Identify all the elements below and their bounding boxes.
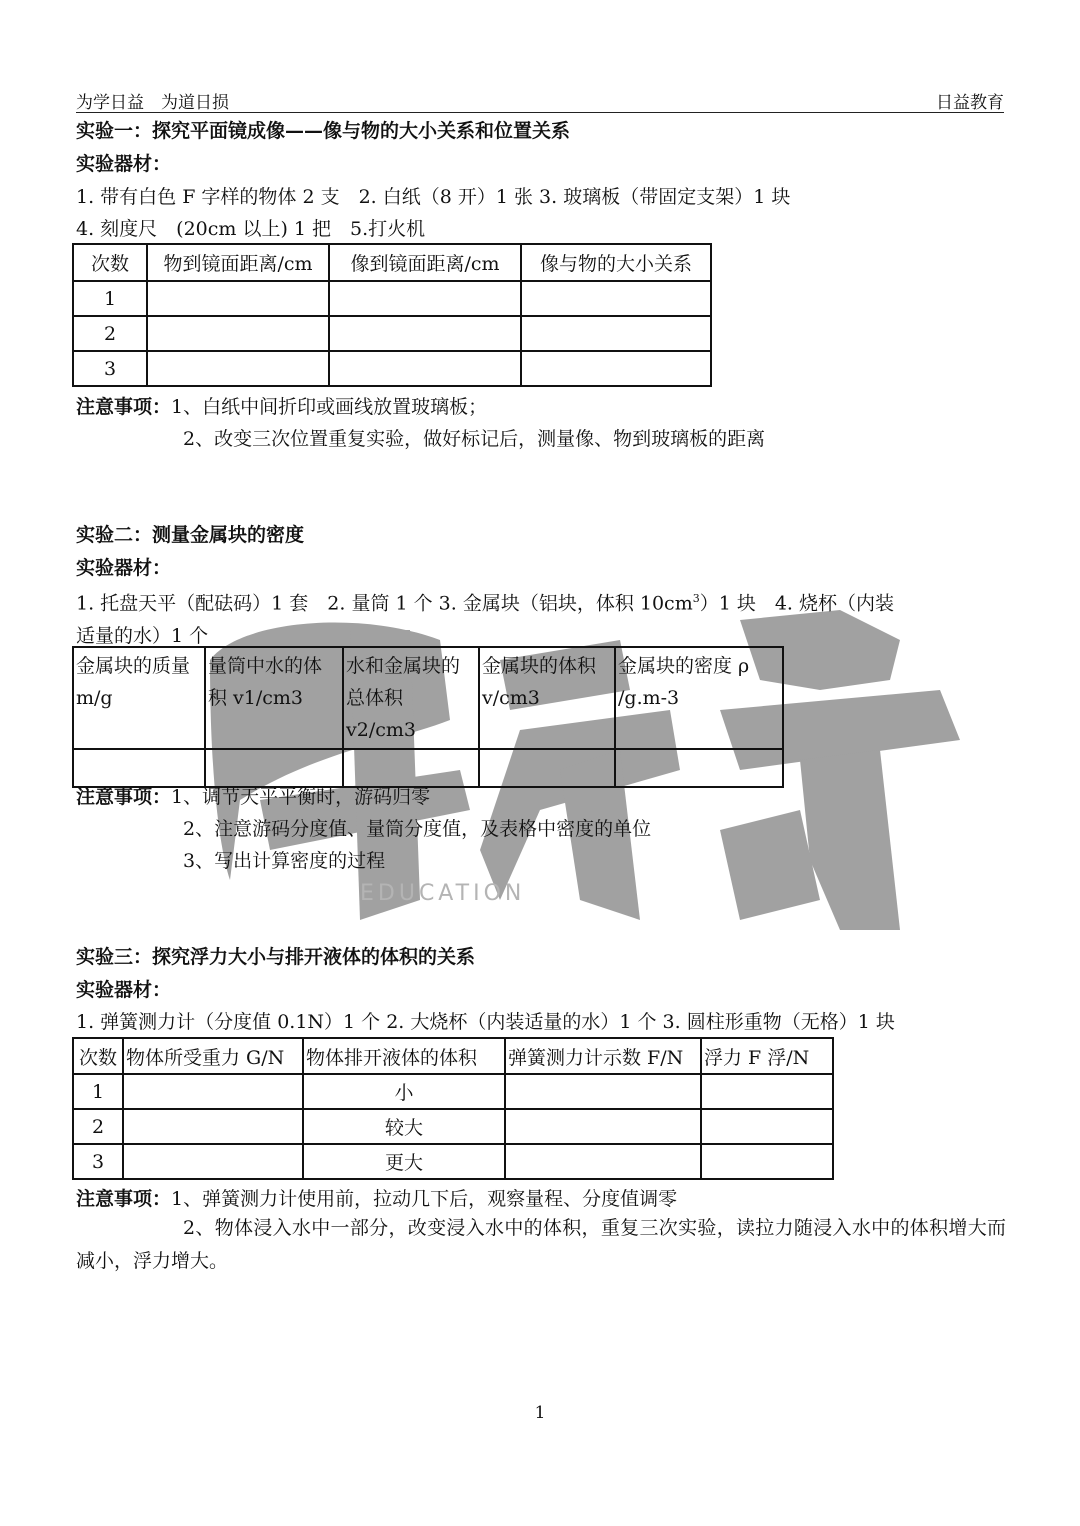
table-header-cell: 水和金属块的总体积 v2/cm3 <box>343 647 479 749</box>
exp2-notes <box>76 782 430 809</box>
note-item: 2、物体浸入水中一部分，改变浸入水中的体积，重复三次实验，读拉力随浸入水中的体积增大而减小，浮力增大。 <box>76 1217 1006 1272</box>
volume-cell: 较大 <box>303 1109 505 1144</box>
table-row <box>73 281 711 316</box>
page-number: 1 <box>534 1403 546 1423</box>
page-header <box>76 88 1004 113</box>
table-row <box>73 1074 833 1109</box>
note-item: 1、调节天平平衡时，游码归零 <box>171 786 431 808</box>
exp3-title: 实验三：探究浮力大小与排开液体的体积的关系 <box>76 946 476 968</box>
table-header-row <box>73 647 783 749</box>
table-header-cell: 金属块的密度 ρ /g.m-3 <box>615 647 783 749</box>
table-cell <box>329 351 521 386</box>
row-index: 2 <box>73 316 147 351</box>
table-cell <box>329 281 521 316</box>
table-cell <box>479 749 615 787</box>
exp2-materials <box>76 582 1006 653</box>
table-header-cell: 像到镜面距离/cm <box>329 244 521 281</box>
notes-label: 注意事项： <box>76 786 172 808</box>
exp3-notes <box>76 1184 677 1211</box>
table-header-cell: 次数 <box>73 244 147 281</box>
superscript: 3 <box>692 592 700 605</box>
row-index: 1 <box>73 1074 123 1109</box>
materials-text: 适量的水）1 个 <box>76 625 209 648</box>
table-header-cell: 物体排开液体的体积 <box>303 1038 505 1074</box>
table-cell <box>123 1074 303 1109</box>
table-cell <box>123 1144 303 1179</box>
table-cell <box>521 351 711 386</box>
table-header-cell: 物到镜面距离/cm <box>147 244 329 281</box>
table-cell <box>505 1109 701 1144</box>
note-item: 2、改变三次位置重复实验，做好标记后，测量像、物到玻璃板的距离 <box>183 428 766 450</box>
table-cell <box>147 281 329 316</box>
table-header-cell: 次数 <box>73 1038 123 1074</box>
table-cell <box>615 749 783 787</box>
exp1-table <box>72 243 712 387</box>
table-cell <box>521 281 711 316</box>
table-header-cell: 量筒中水的体积 v1/cm3 <box>205 647 343 749</box>
exp1-notes <box>76 392 487 419</box>
table-cell <box>505 1144 701 1179</box>
row-index: 3 <box>73 1144 123 1179</box>
table-cell <box>521 316 711 351</box>
table-cell <box>147 351 329 386</box>
exp1-materials-line1: 1. 带有白色 F 字样的物体 2 支 2. 白纸（8 开）1 张 3. 玻璃板（带固定支架）1 块 <box>76 186 791 208</box>
table-cell <box>329 316 521 351</box>
exp1-materials-label: 实验器材： <box>76 153 172 175</box>
notes-label: 注意事项： <box>76 396 172 418</box>
table-header-cell: 弹簧测力计示数 F/N <box>505 1038 701 1074</box>
table-header-cell: 浮力 F 浮/N <box>701 1038 833 1074</box>
table-row <box>73 316 711 351</box>
table-header-cell: 金属块的体积 v/cm3 <box>479 647 615 749</box>
note-item: 1、白纸中间折印或画线放置玻璃板； <box>171 396 488 418</box>
table-cell <box>123 1109 303 1144</box>
exp2-title: 实验二：测量金属块的密度 <box>76 524 305 546</box>
exp3-materials-label: 实验器材： <box>76 979 172 1001</box>
materials-text: 1. 托盘天平（配砝码）1 套 2. 量筒 1 个 3. 金属块（铝块，体积 10cm <box>76 592 693 615</box>
table-cell <box>701 1074 833 1109</box>
table-header-cell: 物体所受重力 G/N <box>123 1038 303 1074</box>
table-cell <box>505 1074 701 1109</box>
table-row <box>73 1109 833 1144</box>
table-header-row <box>73 1038 833 1074</box>
table-cell <box>701 1144 833 1179</box>
row-index: 1 <box>73 281 147 316</box>
exp3-table <box>72 1037 834 1180</box>
notes-label: 注意事项： <box>76 1188 172 1210</box>
note-item: 1、弹簧测力计使用前，拉动几下后，观察量程、分度值调零 <box>171 1188 678 1210</box>
table-header-row <box>73 244 711 281</box>
table-cell <box>147 316 329 351</box>
note-item: 3、写出计算密度的过程 <box>183 850 386 872</box>
row-index: 2 <box>73 1109 123 1144</box>
exp3-materials-line1: 1. 弹簧测力计（分度值 0.1N）1 个 2. 大烧杯（内装适量的水）1 个 3. 圆柱形重物（无格）1 块 <box>76 1011 895 1033</box>
header-right: 日益教育 <box>936 93 1004 113</box>
exp1-title: 实验一：探究平面镜成像——像与物的大小关系和位置关系 <box>76 120 571 142</box>
note-item: 2、注意游码分度值、量筒分度值，及表格中密度的单位 <box>183 818 652 840</box>
exp1-materials-line2: 4. 刻度尺 (20cm 以上) 1 把 5.打火机 <box>76 218 426 240</box>
table-row <box>73 351 711 386</box>
header-left: 为学日益 为道日损 <box>76 93 229 113</box>
exp2-materials-label: 实验器材： <box>76 557 172 579</box>
table-row <box>73 1144 833 1179</box>
table-header-cell: 像与物的大小关系 <box>521 244 711 281</box>
materials-text: ）1 块 4. 烧杯（内装 <box>699 592 895 615</box>
table-cell <box>701 1109 833 1144</box>
row-index: 3 <box>73 351 147 386</box>
table-header-cell: 金属块的质量 m/g <box>73 647 205 749</box>
exp2-table <box>72 646 784 788</box>
volume-cell: 小 <box>303 1074 505 1109</box>
watermark-text: EDUCATION <box>360 881 526 906</box>
volume-cell: 更大 <box>303 1144 505 1179</box>
